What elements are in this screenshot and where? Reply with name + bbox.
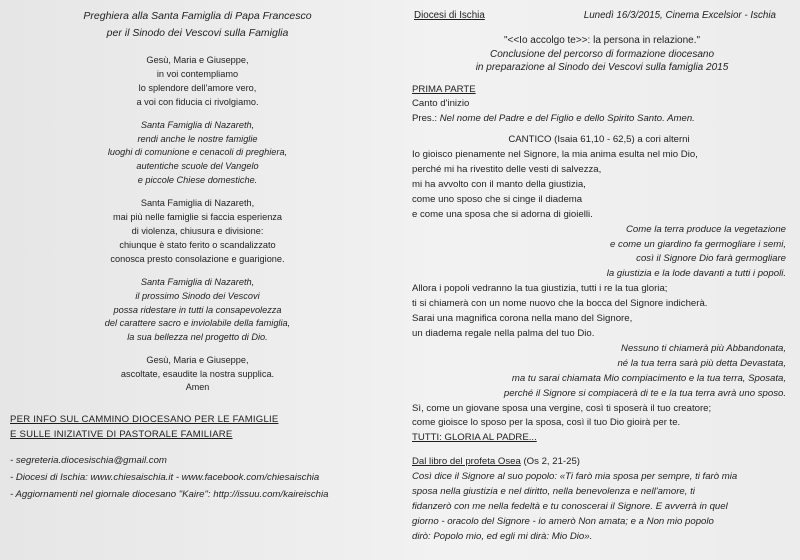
presider-label: Pres.: <box>412 113 438 125</box>
verse-line: né la tua terra sarà più detta Devastata, <box>617 357 786 369</box>
prayer-line: in voi contempliamo <box>156 68 239 79</box>
verse-line: mi ha avvolto con il manto della giustizia, <box>412 178 586 190</box>
prayer-line: il prossimo Sinodo dei Vescovi <box>135 290 260 301</box>
info-newspaper <box>10 486 395 503</box>
section-title: PRIMA PARTE <box>412 83 476 95</box>
verse-line: ma tu sarai chiamata Mio compiacimento e la tua terra, Sposata, <box>511 372 786 384</box>
verse-line: Come la terra produce la vegetazione <box>626 223 786 235</box>
prayer-line: a voi con fiducia ci rivolgiamo. <box>136 96 259 107</box>
event-subtitle: in preparazione al Sinodo dei Vescovi sulla famiglia 2015 <box>475 62 729 73</box>
prayer-line: Gesù, Maria e Giuseppe, <box>146 55 249 65</box>
choir-block <box>412 282 786 342</box>
reading-ref: (Os 2, 21-25) <box>520 456 580 468</box>
info-website <box>10 469 395 486</box>
prayer-title-line: per il Sinodo dei Vescovi sulla Famiglia <box>106 27 289 39</box>
prayer-line: luoghi di comunione e cenacoli di preghiera, <box>107 147 288 158</box>
reading-line: fidanzerò con me nella fedeltà e tu conoscerai il Signore. E avverrà in quel <box>412 500 728 512</box>
prayer-line: mai più nelle famiglie si faccia esperienza <box>112 212 283 223</box>
verse-line: perché mi ha rivestito delle vesti di salvezza, <box>412 164 602 176</box>
prayer-body <box>0 54 395 392</box>
reading-line: giorno - oracolo del Signore - io amerò Non amata; e a Non mio popolo <box>412 515 714 527</box>
prayer-line: lo splendore dell'amore vero, <box>138 82 257 93</box>
reading-line: sposa nella giustizia e nel diritto, nella benevolenza e nell'amore, ti <box>412 486 695 498</box>
prayer-line: possa ridestare in tutti la consapevolezza <box>113 304 282 315</box>
prayer-amen: Amen <box>185 382 210 393</box>
prayer-line: chiunque è stato ferito o scandalizzato <box>119 239 276 250</box>
verse-line: un diadema regale nella palma del tuo Dio. <box>412 328 595 339</box>
prayer-line: del carattere sacro e inviolabile della famiglia, <box>104 318 291 329</box>
verse-line: la giustizia e la lode davanti a tutti i popoli. <box>606 268 786 280</box>
prayer-line: Santa Famiglia di Nazareth, <box>140 119 255 130</box>
canticle-title: CANTICO (Isaia 61,10 - 62,5) a cori alterni <box>508 134 690 146</box>
prayer-line: ascoltate, esaudite la nostra supplica. <box>120 369 275 380</box>
prayer-title-line: Preghiera alla Santa Famiglia di Papa Francesco <box>83 10 312 22</box>
right-panel <box>404 0 800 560</box>
info-email <box>10 452 395 469</box>
verse-line: Sì, come un giovane sposa una vergine, così ti sposerà il tuo creatore; <box>412 402 712 414</box>
choir-block <box>412 342 786 402</box>
reading-title: Dal libro del profeta Osea <box>412 456 521 468</box>
choir-block <box>412 148 786 223</box>
prayer-stanza <box>0 354 395 382</box>
choir-block <box>412 402 786 432</box>
facebook-link[interactable]: - www.facebook.com/chiesaischia <box>173 472 320 484</box>
prayer-line: e piccole Chiese domestiche. <box>137 175 258 186</box>
verse-line: e come un giardino fa germogliare i semi, <box>610 238 786 250</box>
website-link[interactable]: - Diocesi di Ischia: www.chiesaischia.it <box>10 472 174 484</box>
info-heading-line: PER INFO SUL CAMMINO DIOCESANO PER LE FAMIGLIE <box>10 414 279 426</box>
prayer-line: Santa Famiglia di Nazareth, <box>140 198 255 209</box>
verse-line: come gioisce lo sposo per la sposa, così il tuo Dio gioirà per te. <box>412 417 681 429</box>
tutti-line: TUTTI: GLORIA AL PADRE... <box>412 432 537 444</box>
verse-line: come uno sposo che si cinge il diadema <box>412 193 583 205</box>
newspaper-link[interactable]: - Aggiornamenti nel giornale diocesano "Kaire": http://issuu.com/kaireischia <box>10 489 329 501</box>
prayer-line: autentiche scuole del Vangelo <box>136 161 259 172</box>
reading-line: Così dice il Signore al suo popolo: «Ti farò mia sposa per sempre, ti farò mia <box>412 471 738 483</box>
prayer-title <box>0 8 395 42</box>
reading-line: dirò: Popolo mio, ed egli mi dirà: Mio Dio». <box>412 530 593 542</box>
verse-line: Io gioisco pienamente nel Signore, la mia anima esulta nel mio Dio, <box>412 149 698 161</box>
diocese-label: Diocesi di Ischia <box>414 10 485 21</box>
verse-line: Nessuno ti chiamerà più Abbandonata, <box>621 342 786 354</box>
opening-song: Canto d'inizio <box>412 98 470 110</box>
liturgy-body <box>404 83 800 545</box>
email-link[interactable]: - segreteria.diocesischia@gmail.com <box>10 455 167 467</box>
prayer-line: rendi anche le nostre famiglie <box>137 133 258 144</box>
left-panel <box>0 0 395 560</box>
reading-text <box>412 470 786 545</box>
prayer-line: la sua bellezza nel progetto di Dio. <box>127 332 268 343</box>
reading-title-line <box>412 455 786 470</box>
date-place: Lunedì 16/3/2015, Cinema Excelsior - Ischia <box>583 10 776 21</box>
info-list <box>10 452 395 503</box>
verse-line: ti si chiamerà con un nome nuovo che la bocca del Signore indicherà. <box>412 298 708 310</box>
presider-line <box>412 112 786 127</box>
header <box>404 0 800 21</box>
info-heading <box>10 412 395 442</box>
prayer-line: Santa Famiglia di Nazareth, <box>140 276 255 287</box>
presider-text: Nel nome del Padre e del Figlio e dello Spirito Santo. Amen. <box>437 113 695 125</box>
prayer-line: Gesù, Maria e Giuseppe, <box>146 355 249 366</box>
choir-block <box>412 223 786 283</box>
verse-line: Allora i popoli vedranno la tua giustizia, tutti i re la tua gloria; <box>412 283 668 295</box>
info-heading-line: E SULLE INIZIATIVE DI PASTORALE FAMILIARE <box>10 429 233 441</box>
prayer-line: conosca presto consolazione e guarigione. <box>110 253 285 264</box>
verse-line: così il Signore Dio farà germogliare <box>636 253 786 265</box>
prayer-stanza <box>0 119 395 189</box>
prayer-stanza <box>0 197 395 267</box>
prayer-stanza <box>0 276 395 346</box>
verse-line: e come una sposa che si adorna di gioielli. <box>412 208 593 220</box>
prayer-stanza <box>0 54 395 110</box>
verse-line: perché il Signore si compiacerà di te e la tua terra avrà uno sposo. <box>503 387 786 399</box>
event-heading: "<<Io accolgo te>>: la persona in relazione." <box>503 35 701 46</box>
prayer-line: di violenza, chiusura e divisione: <box>131 225 264 236</box>
event-subtitle: Conclusione del percorso di formazione diocesano <box>489 48 715 60</box>
verse-line: Sarai una magnifica corona nella mano del Signore, <box>412 313 633 325</box>
